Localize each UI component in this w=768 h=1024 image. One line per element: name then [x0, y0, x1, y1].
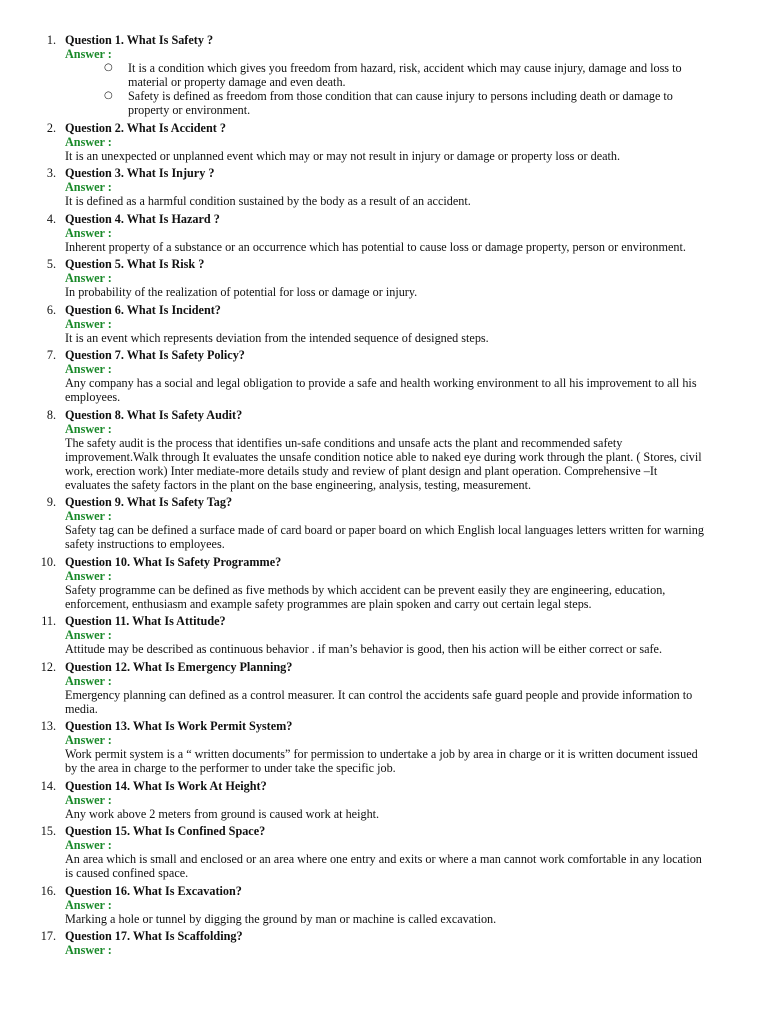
answer-bullet-item: [65, 89, 705, 117]
answer-label: Answer :: [65, 838, 112, 852]
qa-item: [0, 257, 768, 299]
hollow-circle-bullet-icon: ○: [104, 62, 113, 73]
qa-item: [0, 555, 768, 611]
question-number: 10.: [40, 554, 56, 569]
qa-item: [0, 303, 768, 345]
answer-bullet-list: [65, 61, 768, 117]
question-title: Question 6. What Is Incident?: [65, 302, 221, 317]
question-title: Question 8. What Is Safety Audit?: [65, 407, 243, 422]
question-title: Question 7. What Is Safety Policy?: [65, 348, 245, 362]
qa-item: [0, 660, 768, 716]
question-number: 2.: [46, 120, 56, 135]
qa-item: [0, 495, 768, 551]
answer-text: It is defined as a harmful condition sustained by the body as a result of an accident.: [65, 194, 471, 208]
question-title: Question 1. What Is Safety ?: [65, 33, 214, 47]
question-number: 9.: [46, 495, 56, 509]
answer-label: Answer :: [65, 509, 112, 523]
qa-item: [0, 884, 768, 926]
qa-item: [0, 166, 768, 208]
answer-label: Answer :: [65, 362, 112, 376]
answer-label: Answer :: [65, 568, 112, 583]
qa-item: [0, 33, 768, 117]
answer-text: It is an event which represents deviation from the intended sequence of designed steps.: [65, 330, 489, 345]
answer-text: The safety audit is the process that identifies un-safe conditions and unsafe acts the plant and recommended safety improvement.Walk through It evaluates the unsafe condition notice able to naked eye during work through the plant. ( Stores, civil work, erection work) Inter mediate-more details study and review of plant design and plant operation. Comprehensive –It evaluates the safety factors in the plant on the base engineering, analysis, testing, measurement.: [65, 435, 702, 492]
answer-text: Any work above 2 meters from ground is caused work at height.: [65, 806, 380, 821]
answer-label: Answer :: [65, 225, 112, 240]
question-number: 15.: [40, 824, 56, 838]
qa-item: [0, 408, 768, 492]
answer-label: Answer :: [65, 792, 112, 807]
answer-text: In probability of the realization of potential for loss or damage or injury.: [65, 285, 418, 299]
answer-label: Answer :: [65, 134, 112, 149]
question-title: Question 15. What Is Confined Space?: [65, 824, 266, 838]
answer-label: Answer :: [65, 47, 112, 61]
answer-label: Answer :: [65, 271, 112, 285]
answer-label: Answer :: [65, 897, 112, 912]
answer-text: Inherent property of a substance or an occurrence which has potential to cause loss or damage property, person or environment.: [65, 239, 686, 254]
answer-label: Answer :: [65, 316, 112, 331]
qa-item: [0, 348, 768, 404]
question-title: Question 16. What Is Excavation?: [65, 883, 242, 898]
document-page: [0, 33, 768, 961]
question-title: Question 9. What Is Safety Tag?: [65, 495, 233, 509]
qa-list: [0, 33, 768, 957]
answer-label: Answer :: [65, 421, 112, 436]
answer-text: Safety programme can be defined as five methods by which accident can be prevent easily they are engineering, education, enforcement, enthusiasm and example safety programmes are plain spoken and carry out certain legal steps.: [65, 582, 666, 611]
qa-item: [0, 929, 768, 957]
question-title: Question 10. What Is Safety Programme?: [65, 554, 282, 569]
question-title: Question 14. What Is Work At Height?: [65, 778, 267, 793]
question-number: 17.: [40, 929, 56, 943]
answer-label: Answer :: [65, 180, 112, 194]
question-number: 16.: [40, 883, 56, 898]
question-number: 4.: [46, 211, 56, 226]
answer-label: Answer :: [65, 733, 112, 747]
answer-text: An area which is small and enclosed or an area where one entry and exits or where a man cannot work comfortable in any location is caused confined space.: [65, 852, 702, 880]
question-title: Question 13. What Is Work Permit System?: [65, 719, 293, 733]
qa-item: [0, 779, 768, 821]
answer-label: Answer :: [65, 628, 112, 642]
question-number: 12.: [40, 659, 56, 674]
question-number: 8.: [46, 407, 56, 422]
question-title: Question 17. What Is Scaffolding?: [65, 929, 243, 943]
question-number: 14.: [40, 778, 56, 793]
answer-text: Marking a hole or tunnel by digging the ground by man or machine is called excavation.: [65, 911, 497, 926]
question-title: Question 5. What Is Risk ?: [65, 257, 205, 271]
answer-text: It is an unexpected or unplanned event which may or may not result in injury or damage or property loss or death.: [65, 148, 621, 163]
answer-text: Safety tag can be defined a surface made of card board or paper board on which English local languages letters written for warning safety instructions to employees.: [65, 523, 704, 551]
question-number: 13.: [40, 719, 56, 733]
hollow-circle-bullet-icon: ○: [104, 90, 113, 101]
question-title: Question 12. What Is Emergency Planning?: [65, 659, 293, 674]
qa-item: [0, 824, 768, 880]
question-number: 7.: [46, 348, 56, 362]
question-number: 3.: [46, 166, 56, 180]
question-number: 6.: [46, 302, 56, 317]
answer-text: Attitude may be described as continuous behavior . if man’s behavior is good, then his action will be either correct or safe.: [65, 642, 663, 656]
question-title: Question 4. What Is Hazard ?: [65, 211, 220, 226]
answer-label: Answer :: [65, 673, 112, 688]
question-number: 1.: [46, 33, 56, 47]
question-title: Question 11. What Is Attitude?: [65, 614, 226, 628]
qa-item: [0, 121, 768, 163]
qa-item: [0, 719, 768, 775]
qa-item: [0, 614, 768, 656]
question-number: 5.: [46, 257, 56, 271]
answer-label: Answer :: [65, 943, 112, 957]
answer-text: Work permit system is a “ written documents” for permission to undertake a job by area in charge or it is written document issued by the area in charge to the performer to under take the specific job.: [65, 747, 698, 775]
answer-bullet-text: Safety is defined as freedom from those condition that can cause injury to persons including death or damage to property or environment.: [128, 89, 673, 117]
answer-bullet-text: It is a condition which gives you freedom from hazard, risk, accident which may cause injury, damage and loss to material or property damage and even death.: [128, 61, 682, 89]
question-number: 11.: [41, 614, 56, 628]
question-title: Question 2. What Is Accident ?: [65, 120, 226, 135]
answer-text: Emergency planning can defined as a control measurer. It can control the accidents safe guard people and provide information to media.: [65, 687, 693, 716]
answer-text: Any company has a social and legal obligation to provide a safe and health working environment to all his improvement to all his employees.: [65, 376, 697, 404]
answer-bullet-item: [65, 61, 705, 89]
qa-item: [0, 212, 768, 254]
question-title: Question 3. What Is Injury ?: [65, 166, 215, 180]
